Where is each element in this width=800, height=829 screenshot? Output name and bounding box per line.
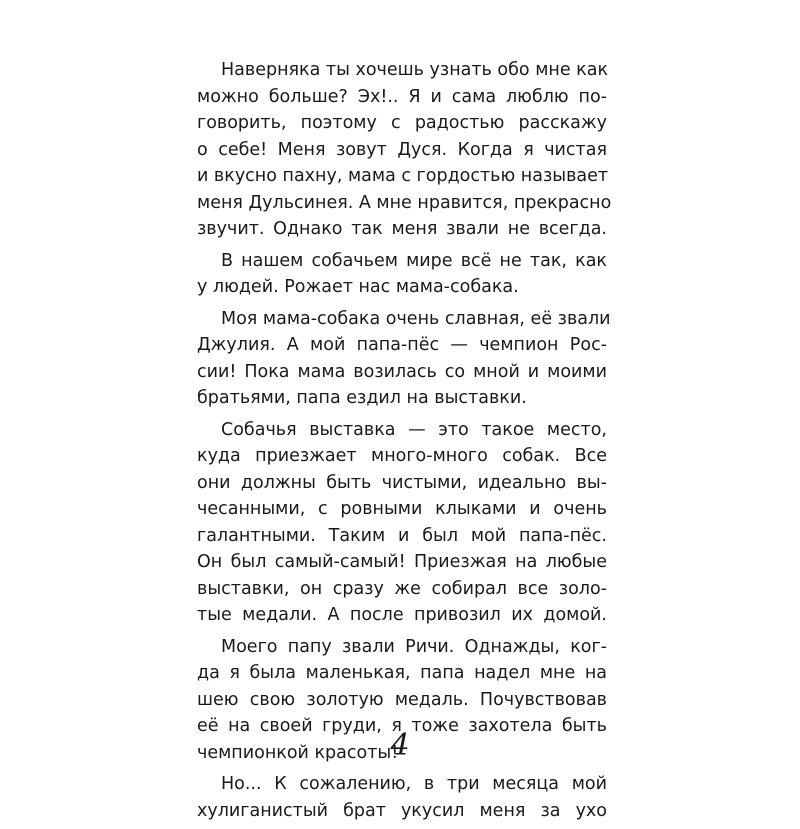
- paragraph-6: [197, 771, 607, 824]
- text-line: чемпионкой красоты!: [197, 742, 399, 763]
- text-line: звучит. Однако так меня звали не всегда.: [197, 219, 607, 239]
- text-line: братьями, папа ездил на выставки.: [197, 388, 527, 408]
- paragraph-3: [197, 306, 611, 412]
- body-text: [197, 57, 612, 829]
- text-line: тые медали. А после привозил их домой.: [197, 605, 607, 625]
- text-line: и вкусно пахну, мама с гордостью называет: [197, 166, 609, 186]
- text-line: Но... К сожалению, в три месяца мой: [221, 774, 607, 794]
- text-line: да я была маленькая, папа надел мне на: [197, 663, 607, 683]
- text-line: о себе! Меня зовут Дуся. Когда я чистая: [197, 139, 607, 160]
- text-line: Собачья выставка — это такое место,: [221, 419, 607, 440]
- paragraph-4: [197, 417, 607, 629]
- text-line: говорить, поэтому с радостью расскажу: [197, 113, 607, 133]
- text-line: можно больше? Эх!.. Я и сама люблю по-: [197, 86, 607, 107]
- text-line: куда приезжает много-много собак. Все: [197, 446, 607, 466]
- text-line: они должны быть чистыми, идеально вы-: [197, 472, 607, 493]
- text-line: Он был самый-самый! Приезжая на любые: [197, 552, 607, 572]
- text-line: у людей. Рожает нас мама-собака.: [197, 277, 519, 297]
- text-line: чесанными, с ровными клыками и очень: [197, 499, 607, 519]
- text-line: её на своей груди, я тоже захотела быть: [197, 716, 607, 736]
- text-line: хулиганистый брат укусил меня за ухо: [197, 800, 607, 821]
- text-line: галантными. Таким и был мой папа-пёс.: [197, 525, 607, 546]
- text-line: шею свою золотую медаль. Почувствовав: [197, 689, 607, 710]
- paragraph-1: [197, 57, 612, 243]
- text-line: выставки, он сразу же собирал все золо-: [197, 578, 607, 599]
- text-line: меня Дульсинея. А мне нравится, прекрасно: [197, 192, 612, 213]
- page-number: 4: [390, 728, 410, 763]
- text-line: сии! Пока мама возилась со мной и моими: [197, 361, 607, 382]
- text-line: Джулия. А мой папа-пёс — чемпион Рос-: [197, 335, 607, 355]
- paragraph-2: [197, 248, 607, 301]
- text-line: Наверняка ты хочешь узнать обо мне как: [221, 60, 609, 80]
- text-line: Моя мама-собака очень славная, её звали: [221, 308, 611, 329]
- text-line: В нашем собачьем мире всё не так, как: [221, 250, 607, 271]
- text-line: Моего папу звали Ричи. Однажды, ког-: [221, 636, 607, 657]
